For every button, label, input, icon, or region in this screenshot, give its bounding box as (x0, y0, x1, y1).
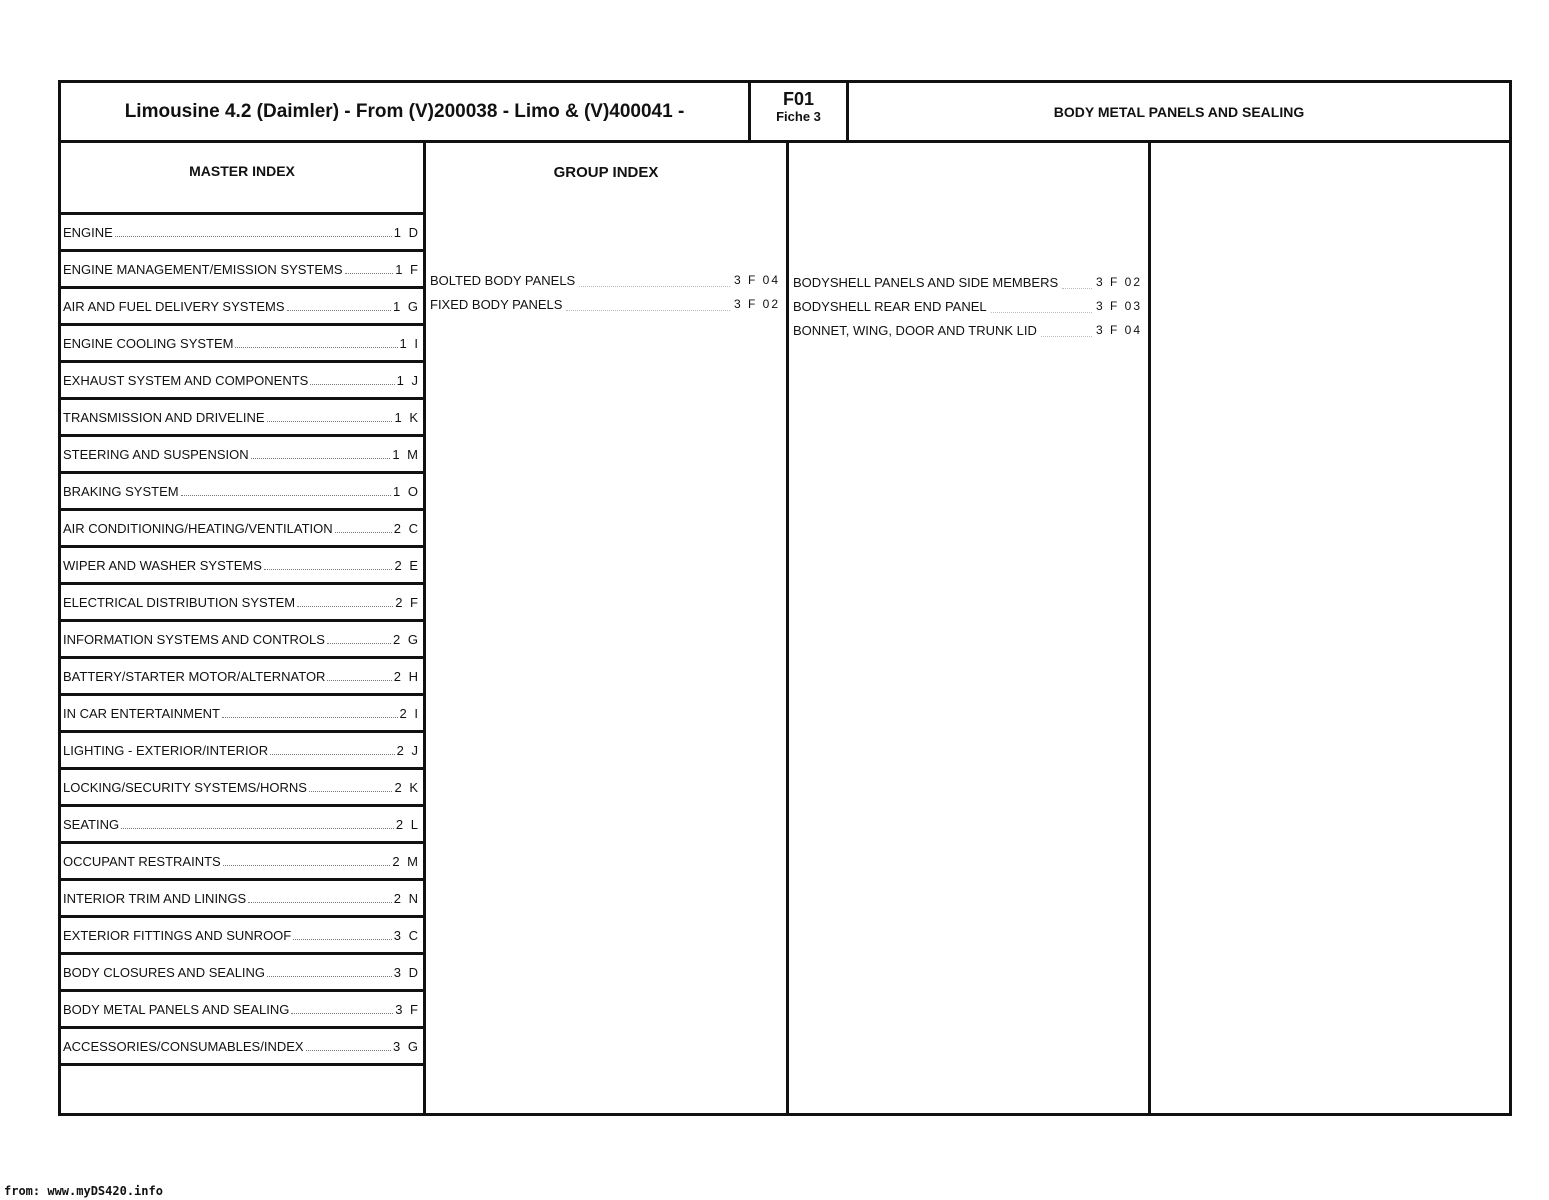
master-index-code: 1 G (393, 298, 420, 314)
index-frame (58, 80, 1512, 1116)
leader-dots (310, 384, 394, 385)
leader-dots (297, 606, 393, 607)
vehicle-title: Limousine 4.2 (Daimler) - From (V)200038 - Limo & (V)400041 - (61, 83, 751, 143)
master-index-blank-row (61, 1066, 423, 1104)
leader-dots (291, 1013, 393, 1014)
master-index-label: INFORMATION SYSTEMS AND CONTROLS (63, 631, 325, 647)
master-index-code: 2 M (392, 853, 420, 869)
leader-dots (991, 312, 1092, 313)
leader-dots (1041, 336, 1092, 337)
master-index-item[interactable] (61, 844, 423, 881)
group-index-label: BODYSHELL REAR END PANEL (793, 298, 987, 314)
group-index-code: 3 F 04 (1095, 323, 1142, 337)
master-index-label: IN CAR ENTERTAINMENT (63, 705, 220, 721)
master-index-label: AIR CONDITIONING/HEATING/VENTILATION (63, 520, 333, 536)
fiche-number: Fiche 3 (776, 109, 821, 124)
leader-dots (335, 532, 392, 533)
master-index-item[interactable] (61, 437, 423, 474)
leader-dots (115, 236, 392, 237)
master-index-code: 2 F (395, 594, 420, 610)
source-footer: from: www.myDS420.info (4, 1184, 163, 1198)
leader-dots (327, 643, 391, 644)
master-index-code: 2 J (396, 742, 420, 758)
master-index-code: 2 L (395, 816, 420, 832)
master-index-label: ACCESSORIES/CONSUMABLES/INDEX (63, 1038, 304, 1054)
leader-dots (287, 310, 391, 311)
master-index-item[interactable] (61, 992, 423, 1029)
master-index-label: BRAKING SYSTEM (63, 483, 179, 499)
master-index-item[interactable] (61, 252, 423, 289)
group-index-label: BONNET, WING, DOOR AND TRUNK LID (793, 322, 1037, 338)
leader-dots (267, 976, 392, 977)
leader-dots (181, 495, 391, 496)
master-index-code: 1 F (395, 261, 420, 277)
group-index-label: FIXED BODY PANELS (430, 296, 563, 312)
master-index-code: 2 C (393, 520, 420, 536)
master-index-heading: MASTER INDEX (61, 143, 423, 215)
master-index-item[interactable] (61, 807, 423, 844)
master-index-label: INTERIOR TRIM AND LININGS (63, 890, 247, 906)
leader-dots (270, 754, 395, 755)
leader-dots (579, 286, 730, 287)
group-index-item[interactable] (793, 270, 1142, 294)
empty-column (1151, 143, 1509, 1113)
master-index-code: 2 K (394, 779, 420, 795)
master-index-code: 3 G (393, 1038, 420, 1054)
group-index-column (426, 143, 789, 1113)
leader-dots (309, 791, 393, 792)
master-index-code: 1 K (394, 409, 420, 425)
group-index-code: 3 F 04 (733, 273, 780, 287)
master-index-label: ENGINE (63, 224, 113, 240)
master-index-item[interactable] (61, 770, 423, 807)
master-index-label: AIR AND FUEL DELIVERY SYSTEMS (63, 298, 285, 314)
master-index-label: WIPER AND WASHER SYSTEMS (63, 557, 262, 573)
master-index-item[interactable] (61, 659, 423, 696)
leader-dots (121, 828, 394, 829)
leader-dots (306, 1050, 391, 1051)
master-index-item[interactable] (61, 363, 423, 400)
master-index-code: 1 J (396, 372, 420, 388)
group-index-item[interactable] (430, 292, 780, 316)
master-index-item[interactable] (61, 548, 423, 585)
group-index-code: 3 F 02 (733, 297, 780, 311)
master-index-list (61, 215, 423, 1066)
group-index-label: BODYSHELL PANELS AND SIDE MEMBERS (793, 274, 1059, 290)
master-index-code: 1 O (393, 483, 420, 499)
fiche-code: F01 (782, 89, 815, 109)
master-index-label: LIGHTING - EXTERIOR/INTERIOR (63, 742, 269, 758)
master-index-label: OCCUPANT RESTRAINTS (63, 853, 221, 869)
leader-dots (235, 347, 397, 348)
master-index-item[interactable] (61, 1029, 423, 1066)
group-index-list (793, 270, 1142, 342)
master-index-item[interactable] (61, 585, 423, 622)
master-index-label: ELECTRICAL DISTRIBUTION SYSTEM (63, 594, 296, 610)
group-index-code: 3 F 02 (1095, 275, 1142, 289)
master-index-label: BODY CLOSURES AND SEALING (63, 964, 266, 980)
master-index-item[interactable] (61, 326, 423, 363)
master-index-label: EXHAUST SYSTEM AND COMPONENTS (63, 372, 309, 388)
master-index-label: BATTERY/STARTER MOTOR/ALTERNATOR (63, 668, 326, 684)
master-index-item[interactable] (61, 511, 423, 548)
master-index-item[interactable] (61, 733, 423, 770)
master-index-item[interactable] (61, 881, 423, 918)
leader-dots (251, 458, 391, 459)
master-index-item[interactable] (61, 955, 423, 992)
group-index-column-2 (789, 143, 1151, 1113)
master-index-label: ENGINE MANAGEMENT/EMISSION SYSTEMS (63, 261, 343, 277)
master-index-item[interactable] (61, 696, 423, 733)
leader-dots (222, 717, 398, 718)
master-index-label: EXTERIOR FITTINGS AND SUNROOF (63, 927, 292, 943)
group-index-list (430, 268, 780, 316)
group-index-heading: GROUP INDEX (553, 164, 659, 181)
master-index-code: 3 F (395, 1001, 420, 1017)
master-index-item[interactable] (61, 215, 423, 252)
master-index-label: SEATING (63, 816, 120, 832)
master-index-item[interactable] (61, 474, 423, 511)
master-index-code: 2 H (393, 668, 420, 684)
master-index-label: TRANSMISSION AND DRIVELINE (63, 409, 265, 425)
master-index-column (61, 143, 426, 1113)
master-index-code: 1 M (392, 446, 420, 462)
master-index-code: 2 G (393, 631, 420, 647)
master-index-code: 1 I (399, 335, 420, 351)
section-title: BODY METAL PANELS AND SEALING (849, 83, 1509, 143)
group-index-label: BOLTED BODY PANELS (430, 272, 576, 288)
leader-dots (267, 421, 393, 422)
master-index-label: LOCKING/SECURITY SYSTEMS/HORNS (63, 779, 307, 795)
master-index-label: ENGINE COOLING SYSTEM (63, 335, 234, 351)
master-index-code: 3 D (393, 964, 420, 980)
leader-dots (327, 680, 391, 681)
master-index-item[interactable] (61, 622, 423, 659)
leader-dots (293, 939, 392, 940)
leader-dots (1062, 288, 1092, 289)
master-index-code: 2 N (393, 890, 420, 906)
leader-dots (248, 902, 392, 903)
leader-dots (264, 569, 393, 570)
group-index-item[interactable] (430, 268, 780, 292)
group-index-item[interactable] (793, 294, 1142, 318)
leader-dots (345, 273, 394, 274)
fiche-code-box (751, 83, 849, 143)
master-index-code: 2 E (394, 557, 420, 573)
master-index-code: 2 I (399, 705, 420, 721)
group-index-item[interactable] (793, 318, 1142, 342)
master-index-item[interactable] (61, 918, 423, 955)
master-index-label: BODY METAL PANELS AND SEALING (63, 1001, 290, 1017)
group-index-code: 3 F 03 (1095, 299, 1142, 313)
master-index-item[interactable] (61, 400, 423, 437)
master-index-code: 3 C (393, 927, 420, 943)
leader-dots (566, 310, 730, 311)
leader-dots (223, 865, 391, 866)
master-index-code: 1 D (393, 224, 420, 240)
master-index-item[interactable] (61, 289, 423, 326)
master-index-label: STEERING AND SUSPENSION (63, 446, 249, 462)
